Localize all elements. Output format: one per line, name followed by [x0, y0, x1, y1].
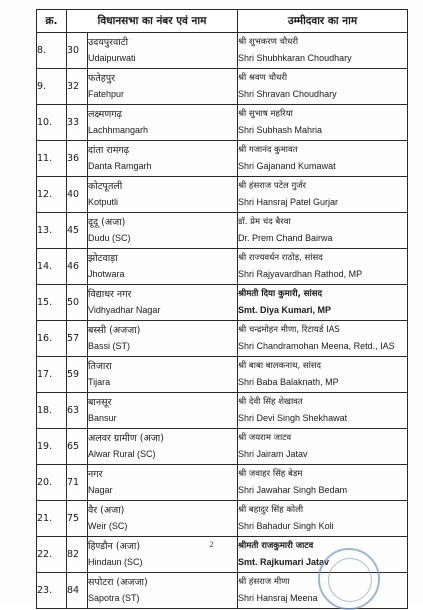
serial-number: 15. — [37, 285, 67, 321]
constituency-name-hindi: फतेहपुर — [88, 73, 116, 84]
table-row — [37, 285, 408, 321]
candidate-name-hindi: श्री राज्यवर्धन राठोड़, सांसद — [238, 253, 323, 263]
serial-number: 17. — [37, 357, 67, 393]
constituency-name-cell — [88, 393, 238, 429]
constituency-name-hindi: अलवर ग्रामीण (अजा) — [88, 433, 164, 444]
table-row — [37, 33, 408, 69]
candidate-name-hindi: श्रीमती दिया कुमारी, सांसद — [238, 289, 323, 299]
constituency-name-hindi: कोटपूतली — [88, 181, 123, 192]
constituency-number: 82 — [67, 537, 88, 573]
constituency-name-cell — [88, 105, 238, 141]
constituency-name-hindi: दूदू (अजा) — [88, 217, 126, 228]
serial-number: 19. — [37, 429, 67, 465]
candidate-name-english: Smt. Diya Kumari, MP — [238, 305, 332, 315]
candidate-name-hindi: श्री शुभकरण चौधरी — [238, 37, 299, 47]
candidate-name-hindi: डॉ. प्रेम चंद बैरवा — [238, 217, 291, 227]
constituency-name-hindi: हिण्डौन (अजा) — [88, 541, 141, 552]
constituency-name-hindi: बानसूर — [88, 397, 112, 408]
serial-number: 9. — [37, 69, 67, 105]
candidate-name-cell — [238, 105, 408, 141]
serial-number: 12. — [37, 177, 67, 213]
candidate-name-cell — [238, 393, 408, 429]
candidate-name-english: Smt. Rajkumari Jatav — [238, 557, 330, 567]
constituency-name-english: Bassi (ST) — [88, 341, 131, 351]
candidate-list-table — [36, 9, 408, 609]
constituency-name-english: Lachhmangarh — [88, 125, 149, 135]
constituency-name-hindi: सपोटरा (अजजा) — [88, 577, 148, 588]
constituency-number: 50 — [67, 285, 88, 321]
constituency-name-english: Bansur — [88, 413, 117, 423]
constituency-name-cell — [88, 357, 238, 393]
constituency-name-cell — [88, 285, 238, 321]
constituency-name-cell — [88, 69, 238, 105]
serial-number: 11. — [37, 141, 67, 177]
serial-number: 23. — [37, 573, 67, 609]
candidate-name-english: Shri Jairam Jatav — [238, 449, 308, 459]
serial-number: 18. — [37, 393, 67, 429]
candidate-name-hindi: श्री गजानंद कुमावत — [238, 145, 298, 155]
constituency-name-english: Fatehpur — [88, 89, 125, 99]
constituency-name-english: Kotputli — [88, 197, 119, 207]
candidate-name-cell — [238, 69, 408, 105]
constituency-name-english: Sapotra (ST) — [88, 593, 140, 603]
table-row — [37, 69, 408, 105]
candidate-name-hindi: श्री बहादुर सिंह कोली — [238, 505, 304, 515]
table-row — [37, 357, 408, 393]
candidate-name-cell — [238, 141, 408, 177]
constituency-name-cell — [88, 249, 238, 285]
constituency-number: 30 — [67, 33, 88, 69]
header-constituency: विधानसभा का नंबर एवं नाम — [67, 10, 238, 33]
serial-number: 20. — [37, 465, 67, 501]
constituency-name-hindi: बस्सी (अजजा) — [88, 325, 141, 336]
constituency-number: 45 — [67, 213, 88, 249]
table-row — [37, 177, 408, 213]
constituency-name-hindi: तिजारा — [88, 361, 112, 372]
constituency-name-english: Alwar Rural (SC) — [88, 449, 156, 459]
table-row — [37, 105, 408, 141]
constituency-number: 33 — [67, 105, 88, 141]
candidate-name-english: Shri Shravan Choudhary — [238, 89, 337, 99]
constituency-name-cell — [88, 321, 238, 357]
candidate-name-cell — [238, 177, 408, 213]
constituency-name-cell — [88, 573, 238, 609]
candidate-name-cell — [238, 213, 408, 249]
constituency-name-cell — [88, 465, 238, 501]
candidate-name-english: Shri Rajyavardhan Rathod, MP — [238, 269, 363, 279]
serial-number: 21. — [37, 501, 67, 537]
candidate-name-english: Shri Gajanand Kumawat — [238, 161, 336, 171]
candidate-name-english: Dr. Prem Chand Bairwa — [238, 233, 333, 243]
constituency-name-english: Udaipurwati — [88, 53, 136, 63]
candidate-name-cell — [238, 249, 408, 285]
candidate-name-english: Shri Devi Singh Shekhawat — [238, 413, 348, 423]
candidate-name-cell — [238, 465, 408, 501]
candidate-name-hindi: श्री देवी सिंह शेखावत — [238, 397, 303, 407]
constituency-name-cell — [88, 213, 238, 249]
serial-number: 8. — [37, 33, 67, 69]
candidate-name-english: Shri Bahadur Singh Koli — [238, 521, 334, 531]
candidate-name-cell — [238, 285, 408, 321]
constituency-name-cell — [88, 33, 238, 69]
candidate-name-hindi: श्री जवाहर सिंह बेडम — [238, 469, 303, 479]
stamp-inner-ring — [328, 558, 372, 602]
candidate-name-cell — [238, 33, 408, 69]
candidate-name-cell — [238, 357, 408, 393]
constituency-name-english: Hindaun (SC) — [88, 557, 143, 567]
constituency-name-cell — [88, 429, 238, 465]
office-stamp — [318, 548, 380, 610]
constituency-name-hindi: दांता रामगढ़ — [88, 145, 130, 156]
constituency-name-hindi: वैर (अजा) — [88, 505, 125, 516]
candidate-name-english: Shri Shubhkaran Choudhary — [238, 53, 352, 63]
constituency-number: 36 — [67, 141, 88, 177]
candidate-name-hindi: श्री चन्द्रमोहन मीणा, रिटायर्ड IAS — [238, 325, 340, 335]
page-number: 2 — [209, 540, 214, 549]
candidate-name-english: Shri Hansraj Meena — [238, 593, 318, 603]
constituency-name-english: Vidhyadhar Nagar — [88, 305, 161, 315]
candidate-name-hindi: श्री सुभाष महरिया — [238, 109, 293, 119]
constituency-number: 59 — [67, 357, 88, 393]
header-serial-number: क्र. — [37, 10, 67, 33]
constituency-number: 32 — [67, 69, 88, 105]
constituency-name-english: Danta Ramgarh — [88, 161, 152, 171]
table-header-row — [37, 10, 408, 33]
header-candidate: उम्मीदवार का नाम — [238, 10, 408, 33]
table-row — [37, 141, 408, 177]
constituency-name-english: Tijara — [88, 377, 111, 387]
table-body — [37, 33, 408, 609]
constituency-number: 65 — [67, 429, 88, 465]
constituency-name-cell — [88, 141, 238, 177]
candidate-name-hindi: श्री श्रवण चौधरी — [238, 73, 288, 83]
table-row — [37, 213, 408, 249]
table-row — [37, 249, 408, 285]
candidate-name-hindi: श्री हंसराज मीणा — [238, 577, 290, 587]
table-row — [37, 393, 408, 429]
candidate-name-hindi: श्री बाबा बालकनाथ, सांसद — [238, 361, 322, 371]
constituency-name-english: Nagar — [88, 485, 113, 495]
constituency-name-hindi: विद्याधर नगर — [88, 289, 132, 300]
candidate-name-english: Shri Hansraj Patel Gurjar — [238, 197, 339, 207]
constituency-number: 57 — [67, 321, 88, 357]
candidate-name-hindi: श्रीमती राजकुमारी जाटव — [238, 541, 314, 551]
constituency-name-hindi: उदयपुरवाटी — [88, 37, 129, 48]
serial-number: 10. — [37, 105, 67, 141]
constituency-number: 75 — [67, 501, 88, 537]
constituency-name-hindi: लक्ष्मणगढ़ — [88, 109, 122, 120]
candidate-name-english: Shri Subhash Mahria — [238, 125, 323, 135]
constituency-name-hindi: नगर — [88, 469, 103, 480]
constituency-name-english: Weir (SC) — [88, 521, 128, 531]
table-row — [37, 465, 408, 501]
table-row — [37, 429, 408, 465]
constituency-number: 84 — [67, 573, 88, 609]
constituency-name-hindi: झोटवाड़ा — [88, 253, 118, 264]
serial-number: 22. — [37, 537, 67, 573]
serial-number: 13. — [37, 213, 67, 249]
candidate-name-english: Shri Chandramohan Meena, Retd., IAS — [238, 341, 395, 351]
candidate-name-hindi: श्री जयराम जाटव — [238, 433, 292, 443]
candidate-name-cell — [238, 429, 408, 465]
candidate-name-hindi: श्री हंसराज पटेल गुर्जर — [238, 181, 307, 191]
constituency-name-english: Jhotwara — [88, 269, 125, 279]
constituency-number: 40 — [67, 177, 88, 213]
candidate-name-cell — [238, 321, 408, 357]
serial-number: 14. — [37, 249, 67, 285]
constituency-name-english: Dudu (SC) — [88, 233, 131, 243]
candidate-name-english: Shri Baba Balaknath, MP — [238, 377, 339, 387]
constituency-name-cell — [88, 501, 238, 537]
serial-number: 16. — [37, 321, 67, 357]
constituency-number: 71 — [67, 465, 88, 501]
constituency-number: 46 — [67, 249, 88, 285]
table-row — [37, 321, 408, 357]
table-row — [37, 501, 408, 537]
candidate-name-cell — [238, 501, 408, 537]
candidate-name-english: Shri Jawahar Singh Bedam — [238, 485, 348, 495]
constituency-name-cell — [88, 177, 238, 213]
constituency-number: 63 — [67, 393, 88, 429]
